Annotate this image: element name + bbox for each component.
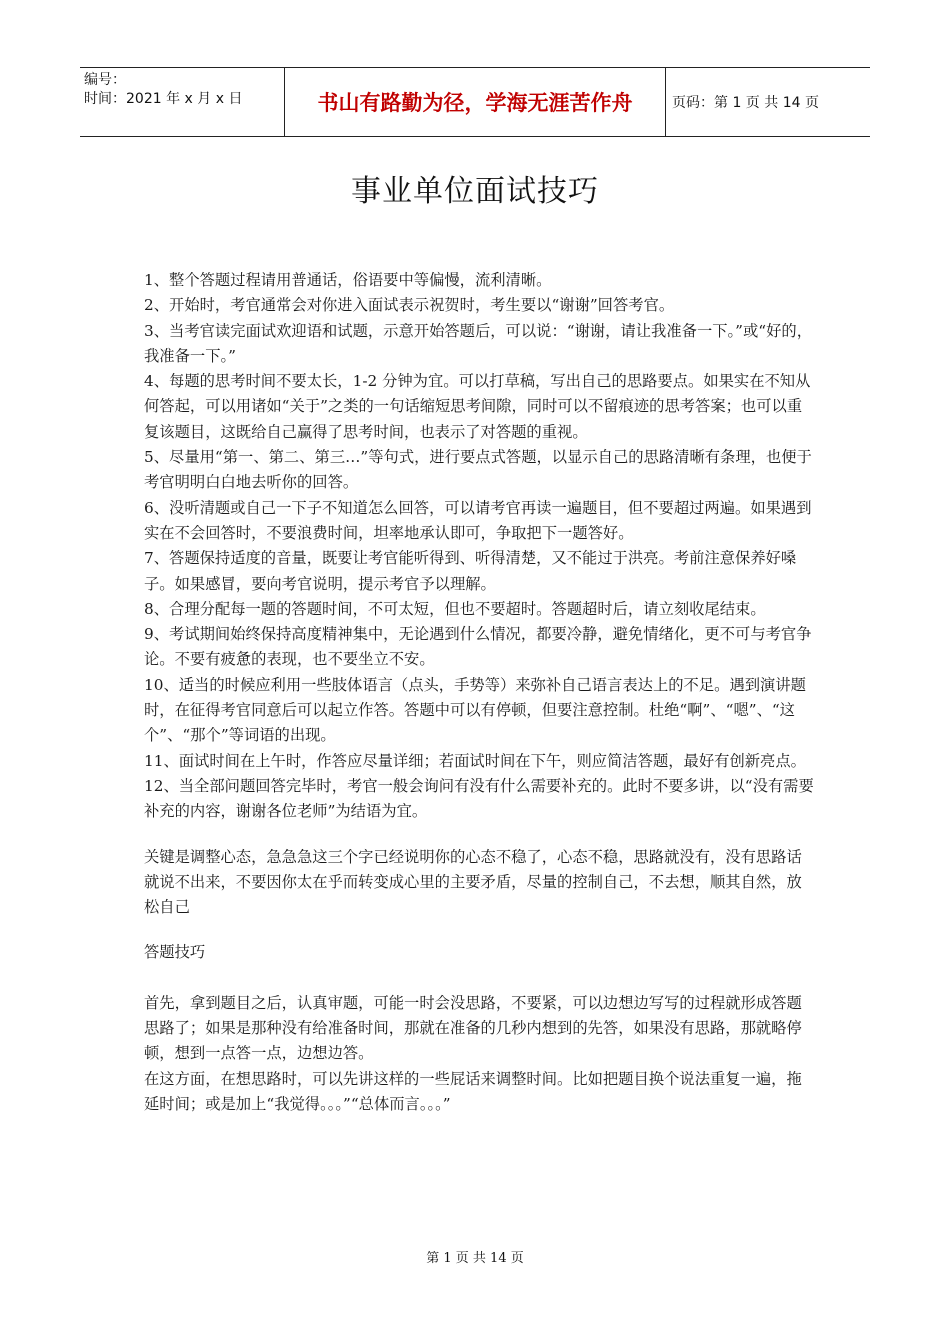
tips-paragraph: 首先，拿到题目之后，认真审题，可能一时会没思路，不要紧，可以边想边写写的过程就形成答题思路了；如果是那种没有给准备时间，那就在准备的几秒内想到的先答，如果没有思路，那就略停顿，想到一点答一点，边想边答。 <box>144 993 802 1063</box>
rule-paragraph: 4、每题的思考时间不要太长，1-2 分钟为宜。可以打草稿，写出自己的思路要点。如果实在不知从何答起，可以用诸如“关于”之类的一句话缩短思考间隙，同时可以不留痕迹的思考答案；也可以重复该题目，这既给自己赢得了思考时间，也表示了对答题的重视。 <box>144 372 811 441</box>
tips-paragraph: 在这方面，在想思路时，可以先讲这样的一些屁话来调整时间。比如把题目换个说法重复一遍，拖延时间；或是加上“我觉得。。。”“总体而言。。。” <box>144 1069 802 1113</box>
page-header <box>80 67 870 137</box>
rule-paragraph: 2、开始时，考官通常会对你进入面试表示祝贺时，考生要以“谢谢”回答考官。 <box>144 296 675 315</box>
rule-paragraph: 1、整个答题过程请用普通话，俗语要中等偏慢，流利清晰。 <box>144 271 552 289</box>
document-body <box>144 268 814 1117</box>
rule-paragraph: 9、考试期间始终保持高度精神集中，无论遇到什么情况，都要冷静，避免情绪化，更不可与考官争论。不要有疲惫的表现，也不要坐立不安。 <box>144 625 812 669</box>
key-paragraph: 关键是调整心态，急急急这三个字已经说明你的心态不稳了，心态不稳，思路就没有，没有思路话就说不出来，不要因你太在乎而转变成心里的主要矛盾，尽量的控制自己，不去想，顺其自然，放松自己 <box>144 847 802 917</box>
header-meta <box>80 68 284 136</box>
rule-paragraph: 10、适当的时候应利用一些肢体语言（点头，手势等）来弥补自己语言表达上的不足。遇到演讲题时，在征得考官同意后可以起立作答。答题中可以有停顿，但要注意控制。杜绝“啊”、“嗯”、“这个”、“那个”等词语的出现。 <box>144 675 806 745</box>
rule-paragraph: 7、答题保持适度的音量，既要让考官能听得到、听得清楚，又不能过于洪亮。考前注意保养好嗓子。如果感冒，要向考官说明，提示考官予以理解。 <box>144 549 797 593</box>
page-footer: 第 1 页 共 14 页 <box>426 1251 524 1266</box>
rule-paragraph: 12、当全部问题回答完毕时，考官一般会询问有没有什么需要补充的。此时不要多讲，以“没有需要补充的内容，谢谢各位老师”为结语为宜。 <box>144 776 814 821</box>
rule-paragraph: 3、当考官读完面试欢迎语和试题，示意开始答题后，可以说：“谢谢，请让我准备一下。”或“好的，我准备一下。” <box>144 321 813 365</box>
section-heading: 答题技巧 <box>144 943 206 962</box>
rule-paragraph: 8、合理分配每一题的答题时间，不可太短，但也不要超时。答题超时后，请立刻收尾结束。 <box>144 599 766 618</box>
rule-paragraph: 5、尽量用“第一、第二、第三…”等句式，进行要点式答题，以显示自己的思路清晰有条理，也便于考官明明白白地去听你的回答。 <box>144 448 812 492</box>
document-number-label: 编号： <box>84 72 126 88</box>
rule-paragraph: 6、没听清题或自己一下子不知道怎么回答，可以请考官再读一遍题目，但不要超过两遍。如果遇到实在不会回答时，不要浪费时间，坦率地承认即可，争取把下一题答好。 <box>144 498 812 542</box>
document-title: 事业单位面试技巧 <box>351 174 599 209</box>
header-motto: 书山有路勤为径，学海无涯苦作舟 <box>284 68 666 136</box>
rule-paragraph: 11、面试时间在上午时，作答应尽量详细；若面试时间在下午，则应简洁答题，最好有创新亮点。 <box>144 751 806 770</box>
document-date-label: 时间：2021 年 x 月 x 日 <box>84 91 243 107</box>
header-page-info: 页码：第 1 页 共 14 页 <box>672 95 819 111</box>
